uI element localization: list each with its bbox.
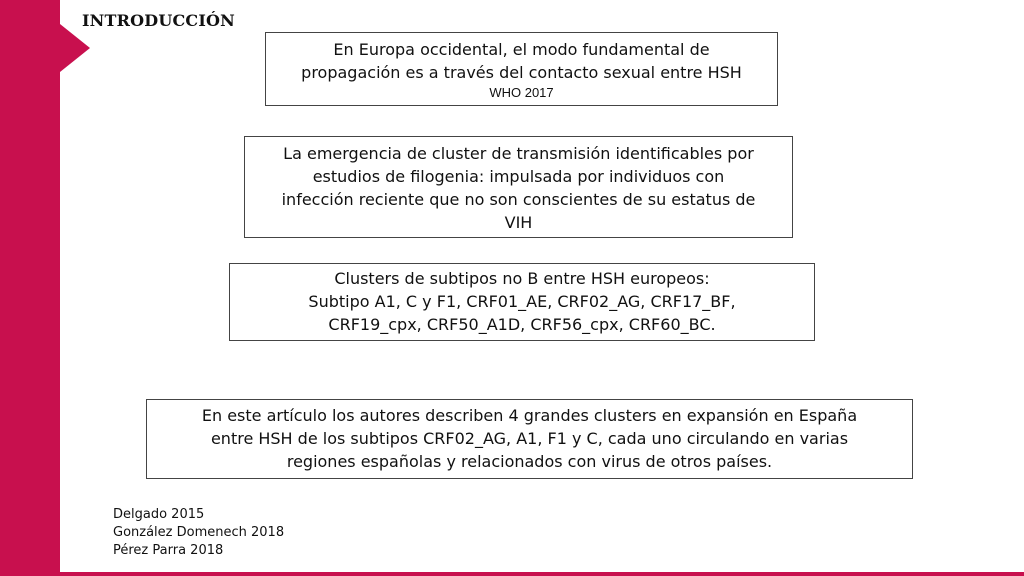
emergencia-cluster-box bbox=[244, 136, 793, 238]
emergencia-line: La emergencia de cluster de transmisión identificables por bbox=[283, 144, 754, 163]
emergencia-line: infección reciente que no son conscientes de su estatus de bbox=[281, 190, 756, 209]
who-statement-box bbox=[265, 32, 778, 106]
emergencia-line: estudios de filogenia: impulsada por individuos con bbox=[312, 167, 725, 186]
article-summary-box bbox=[146, 399, 913, 479]
reference-item: González Domenech 2018 bbox=[113, 525, 285, 540]
reference-item: Delgado 2015 bbox=[113, 507, 205, 522]
emergencia-line: VIH bbox=[504, 213, 533, 232]
slide-title: INTRODUCCIÓN bbox=[82, 11, 235, 30]
clusters-line: CRF19_cpx, CRF50_A1D, CRF56_cpx, CRF60_BC. bbox=[328, 315, 716, 334]
who-source-citation: WHO 2017 bbox=[489, 85, 554, 100]
sidebar-accent-bar bbox=[0, 0, 60, 576]
bottom-accent-bar bbox=[0, 572, 1024, 576]
references-list bbox=[113, 506, 284, 560]
clusters-line: Clusters de subtipos no B entre HSH europeos: bbox=[334, 269, 710, 288]
reference-item: Pérez Parra 2018 bbox=[113, 543, 224, 558]
subtypes-clusters-box bbox=[229, 263, 815, 341]
article-summary-line: En este artículo los autores describen 4 grandes clusters en expansión en España bbox=[201, 406, 858, 425]
sidebar-arrow-notch bbox=[60, 24, 90, 72]
clusters-line: Subtipo A1, C y F1, CRF01_AE, CRF02_AG, CRF17_BF, bbox=[308, 292, 736, 311]
article-summary-line: entre HSH de los subtipos CRF02_AG, A1, F1 y C, cada uno circulando en varias bbox=[210, 429, 849, 448]
who-statement-line: propagación es a través del contacto sexual entre HSH bbox=[301, 63, 742, 82]
who-statement-line: En Europa occidental, el modo fundamental de bbox=[333, 40, 710, 59]
article-summary-line: regiones españolas y relacionados con virus de otros países. bbox=[286, 452, 773, 471]
